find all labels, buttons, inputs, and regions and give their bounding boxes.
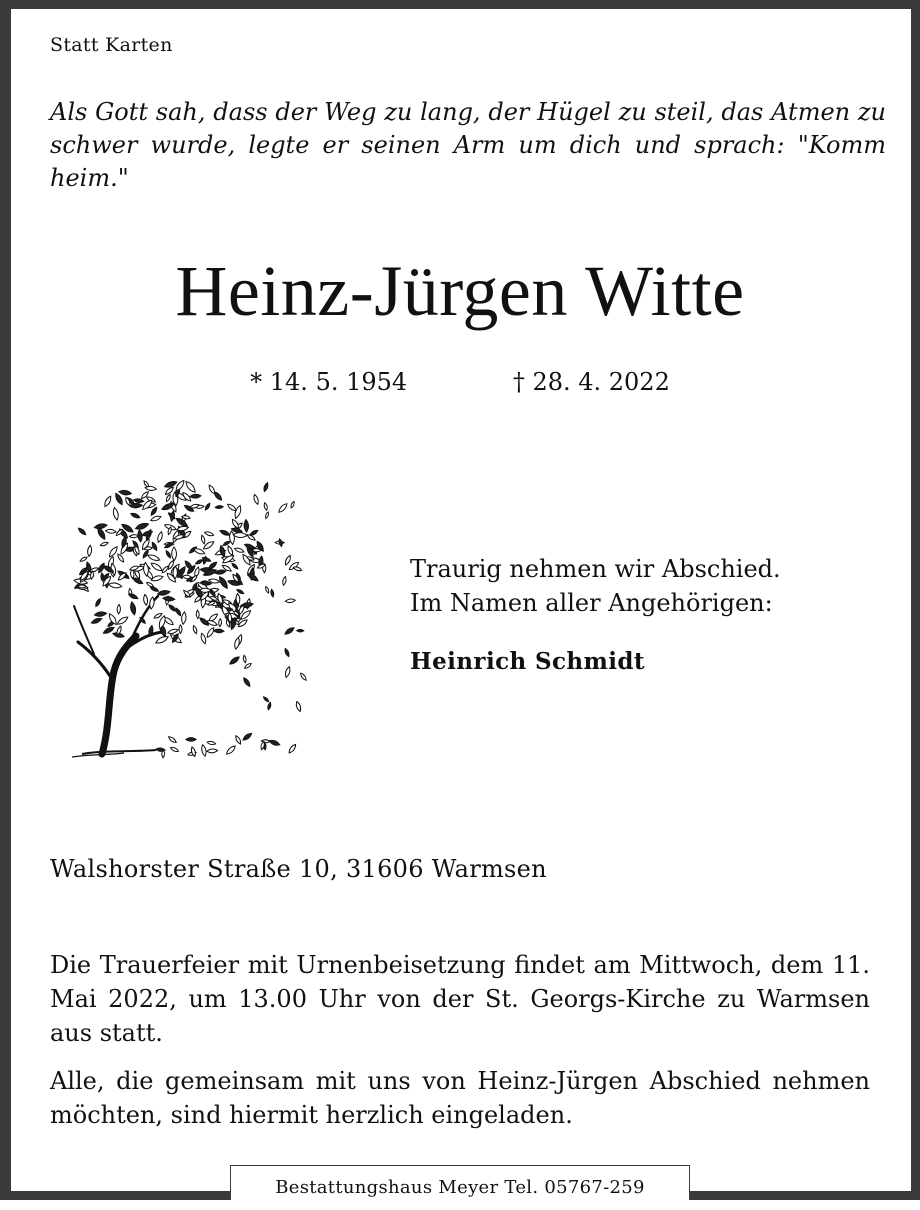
signer-name: Heinrich Schmidt <box>410 648 645 675</box>
mourning-text <box>410 552 781 620</box>
memorial-quote: Als Gott sah, dass der Weg zu lang, der Hügel zu steil, das Atmen zu schwer wurde, legte er seinen Arm um dich und sprach: "Komm heim." <box>50 98 886 192</box>
invitation-paragraph: Alle, die gemeinsam mit uns von Heinz-Jürgen Abschied nehmen möchten, sind hiermit herzlich eingeladen. <box>50 1067 870 1129</box>
mourning-line-1: Traurig nehmen wir Abschied. <box>410 555 781 583</box>
header-label: Statt Karten <box>50 34 173 56</box>
windblown-tree-illustration <box>44 446 314 766</box>
deceased-name: Heinz-Jürgen Witte <box>175 251 745 331</box>
address: Walshorster Straße 10, 31606 Warmsen <box>50 855 547 883</box>
ceremony-paragraph: Die Trauerfeier mit Urnenbeisetzung findet am Mittwoch, dem 11. Mai 2022, um 13.00 Uhr von der St. Georgs-Kirche zu Warmsen aus statt. <box>50 951 870 1047</box>
birth-date: * 14. 5. 1954 <box>250 368 408 396</box>
mourning-line-2: Im Namen aller Angehörigen: <box>410 589 773 617</box>
death-date: † 28. 4. 2022 <box>512 368 670 396</box>
life-dates <box>0 368 920 396</box>
funeral-home-footer: Bestattungshaus Meyer Tel. 05767-259 <box>230 1165 690 1200</box>
